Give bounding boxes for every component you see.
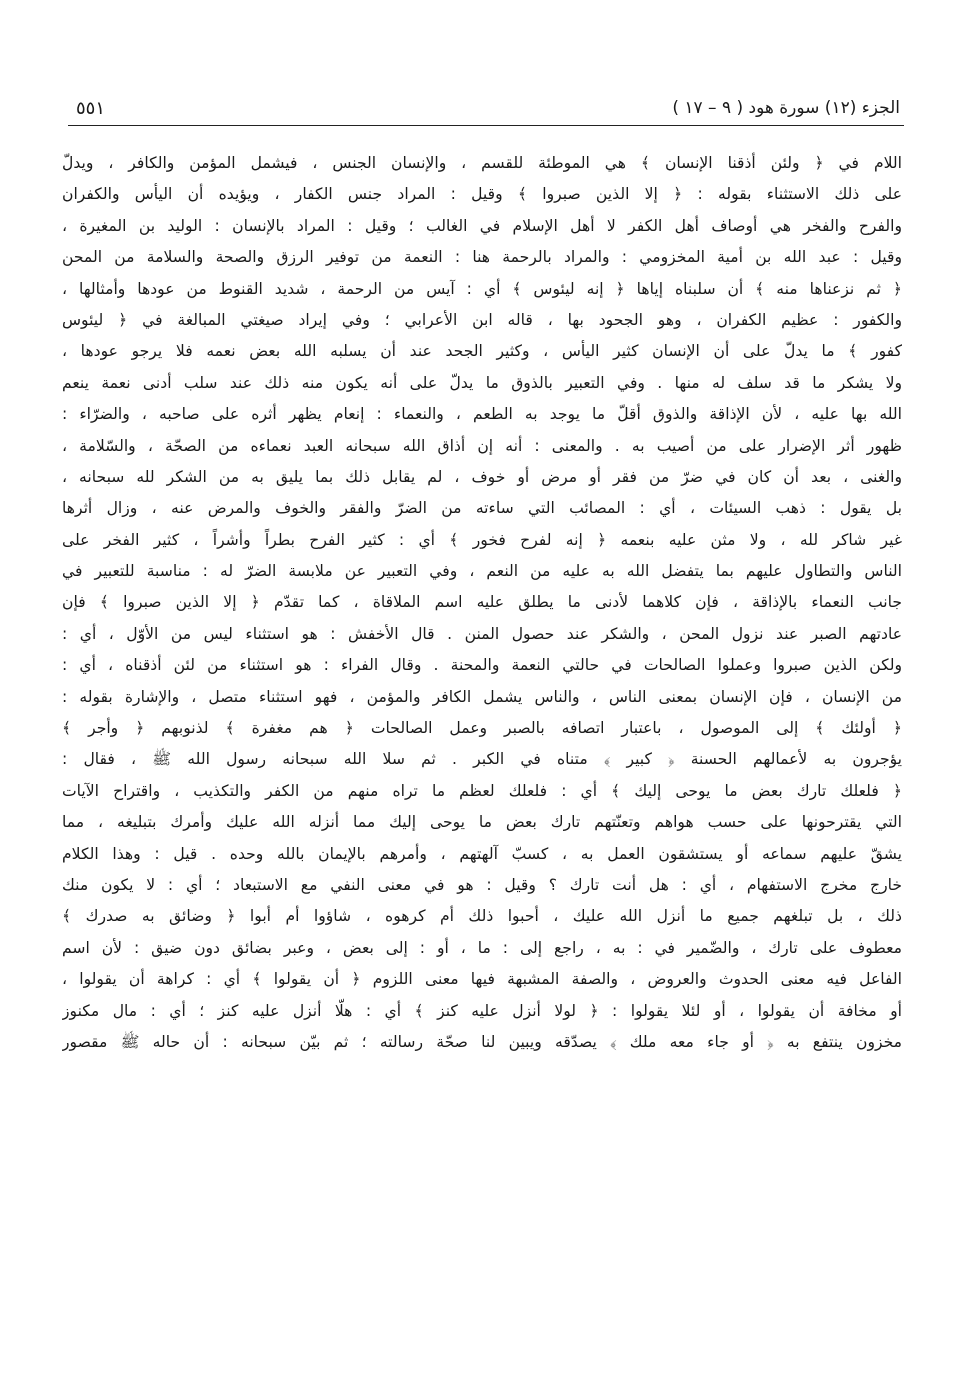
text-line: الله بها عليه ، لأن الإذاقة والذوق أقلّ ما يوجد به الطعم ، والنعماء : إنعام يظهر أثره على صاحبه ، والضرّاء : [62,405,902,424]
text-line: يشقّ عليهم سماعه أو يستشقون العمل به ، كسبّ آلهتهم ، وأمرهم بالإيمان بالله وحده . قيل : وهذا الكلام [62,844,902,863]
text-line: ﴿ ثم نزعناها منه ﴾ أن سلبناه إياها ﴿ إنه ليئوس ﴾ أي : آيس من الرحمة ، شديد القنوط من عودها وأمثالها ، [62,279,902,298]
text-line: ﴿ فلعلك تارك بعض ما يوحى إليك ﴾ أي : فلعلك لعظم ما تراه منهم من الكفر والتكذيب ، واقتراح الآيات [62,781,902,800]
text-line: يؤجرون به لأعمالهم الحسنة ﴿ كبير ﴾ متناه في الكبر . ثم سلا الله سبحانه رسول الله ﷺ ، فقال : [62,750,902,769]
text-line: وقيل : عبد الله بن أمية المخزومي : والمراد بالرحمة هنا : النعمة من توفير الرزق والصحة والسلامة من المحن [62,248,902,267]
text-line: ولا يشكر ما قد سلف له منها . وفي التعبير بالذوق ما يدلّ على أنه يكون منه ذلك عند سلب أدنى نعمة ينعم [62,373,902,392]
body-text [62,148,902,1058]
text-line: التي يقترحونها على حسب هواهم وتعنّتهم تارك بعض ما يوحى إليك مما أنزله الله عليك وأمرك بتبليغه ، مما [62,813,902,832]
text-line: جانب النعماء بالإذاقة ، فإن كلاهما لأدنى ما يطلق عليه اسم الملاقاة ، كما تقدّم ﴿ إلا الذين صبروا ﴾ فإن [62,593,902,612]
header-rule [68,125,904,126]
text-line: مخزون ينتفع به ﴿ أو جاء معه ملك ﴾ يصدّقه ويبين لنا صحّة رسالته ؛ ثم بيّن سبحانه : أن حاله ﷺ مقصور [62,1032,902,1051]
text-line: الفاعل فيه معنى الحدوث والعروض ، والصفة المشبهة فيها معنى اللزوم ﴿ أن يقولوا ﴾ أي : كراهة أن يقولوا ، [62,970,902,989]
text-line: والكفور : عظيم الكفران ، وهو الجحود بها ، قاله ابن الأعرابي ؛ وفي إيراد صيغتي المبالغة في ﴿ ليئوس [62,310,902,329]
text-line: عادتهم الصبر عند نزول المحن ، والشكر عند حصول المنن . قال الأخفش : هو استثناء ليس من الأوّل ، أي : [62,624,902,643]
text-line: بل يقول : ذهب السيئات ، أي : المصائب التي ساءته من الضرّ والفقر والخوف والمرض عنه ، وزال أثرها [62,499,902,518]
text-line: معطوف على تارك ، والضّمير في : به ، راجع إلى : ما ، أو : إلى بعض ، وعبر بضائق دون ضيق : لأن اسم [62,938,902,957]
text-line: اللام في ﴿ ولئن أذقنا الإنسان ﴾ هي الموطئة للقسم ، والإنسان الجنس ، فيشمل المؤمن والكافر ، ويدلّ [62,154,902,172]
text-line: ظهور أثر الإضرار على من أصيب به . والمعنى : أنه إن أذاق الله سبحانه العبد نعماءه من الصحّة ، والسّلامة ، [62,436,902,455]
text-line: أو مخافة أن يقولوا ، أو لئلا يقولوا : ﴿ لولا أنزل عليه كنز ﴾ أي : هلّا أنزل عليه كنز ؛ أي : مال مكنوز [62,1001,902,1020]
running-head: الجزء (١٢) سورة هود ( ٩ – ١٧ ) [672,98,900,118]
text-line: ﴿ أولئك ﴾ إلى الموصول ، باعتبار اتصافه بالصبر وعمل الصالحات ﴿ هم مغفرة ﴾ لذنوبهم ﴿ وأجر ﴾ [62,719,902,738]
text-line: كفور ﴾ ما يدلّ على أن الإنسان كثير اليأس ، وكثير الجحد عند أن يسلبه الله بعض نعمه فلا يرجو عودها ، [62,342,902,361]
text-line: على ذلك الاستثناء بقوله : ﴿ إلا الذين صبروا ﴾ وقيل : المراد جنس الكفار ، ويؤيده أن اليأس والكفران [62,185,902,204]
page-number: ٥٥١ [76,98,106,119]
page-header [68,90,904,126]
text-line: والغنى ، بعد أن كان في ضرّ من فقر أو مرض أو خوف ، لم يقابل ذلك بما يليق به من الشكر لله سبحانه ، [62,467,902,486]
text-line: غير شاكر لله ، ولا مثن عليه بنعمه ﴿ إنه لفرح فخور ﴾ أي : كثير الفرح بطراً وأشراً ، كثير الفخر على [62,530,902,549]
text-line: من الإنسان ، فإن الإنسان بمعنى الناس ، والناس يشمل الكافر والمؤمن ، فهو استثناء متصل ، والإشارة بقوله : [62,687,902,706]
text-line: والفرح والفخر هي أوصاف أهل الكفر لا أهل الإسلام في الغالب ؛ وقيل : المراد بالإنسان : الوليد بن المغيرة ، [62,216,902,235]
text-line: ولكن الذين صبروا وعملوا الصالحات في حالتي النعمة والمحنة . وقال الفراء : هو استثناء من لئن أذقناه ، أي : [62,656,902,675]
text-line: ذلك ، بل تبلغهم جميع ما أنزل الله عليك ، أحبوا ذلك أم كرهوه ، شاؤوا أم أبوا ﴿ وضائق به صدرك ﴾ [62,907,902,926]
text-line: الناس والتطاول عليهم بما يتفضل الله به عليه من النعم ، وفي التعبير عن ملابسة الضرّ له : مناسبة للتعبير في [62,562,902,581]
text-line: خارج مخرج الاستفهام ، أي : هل أنت تارك ؟ وقيل : هو في معنى النفي مع الاستبعاد ؛ أي : لا يكون منك [62,875,902,894]
